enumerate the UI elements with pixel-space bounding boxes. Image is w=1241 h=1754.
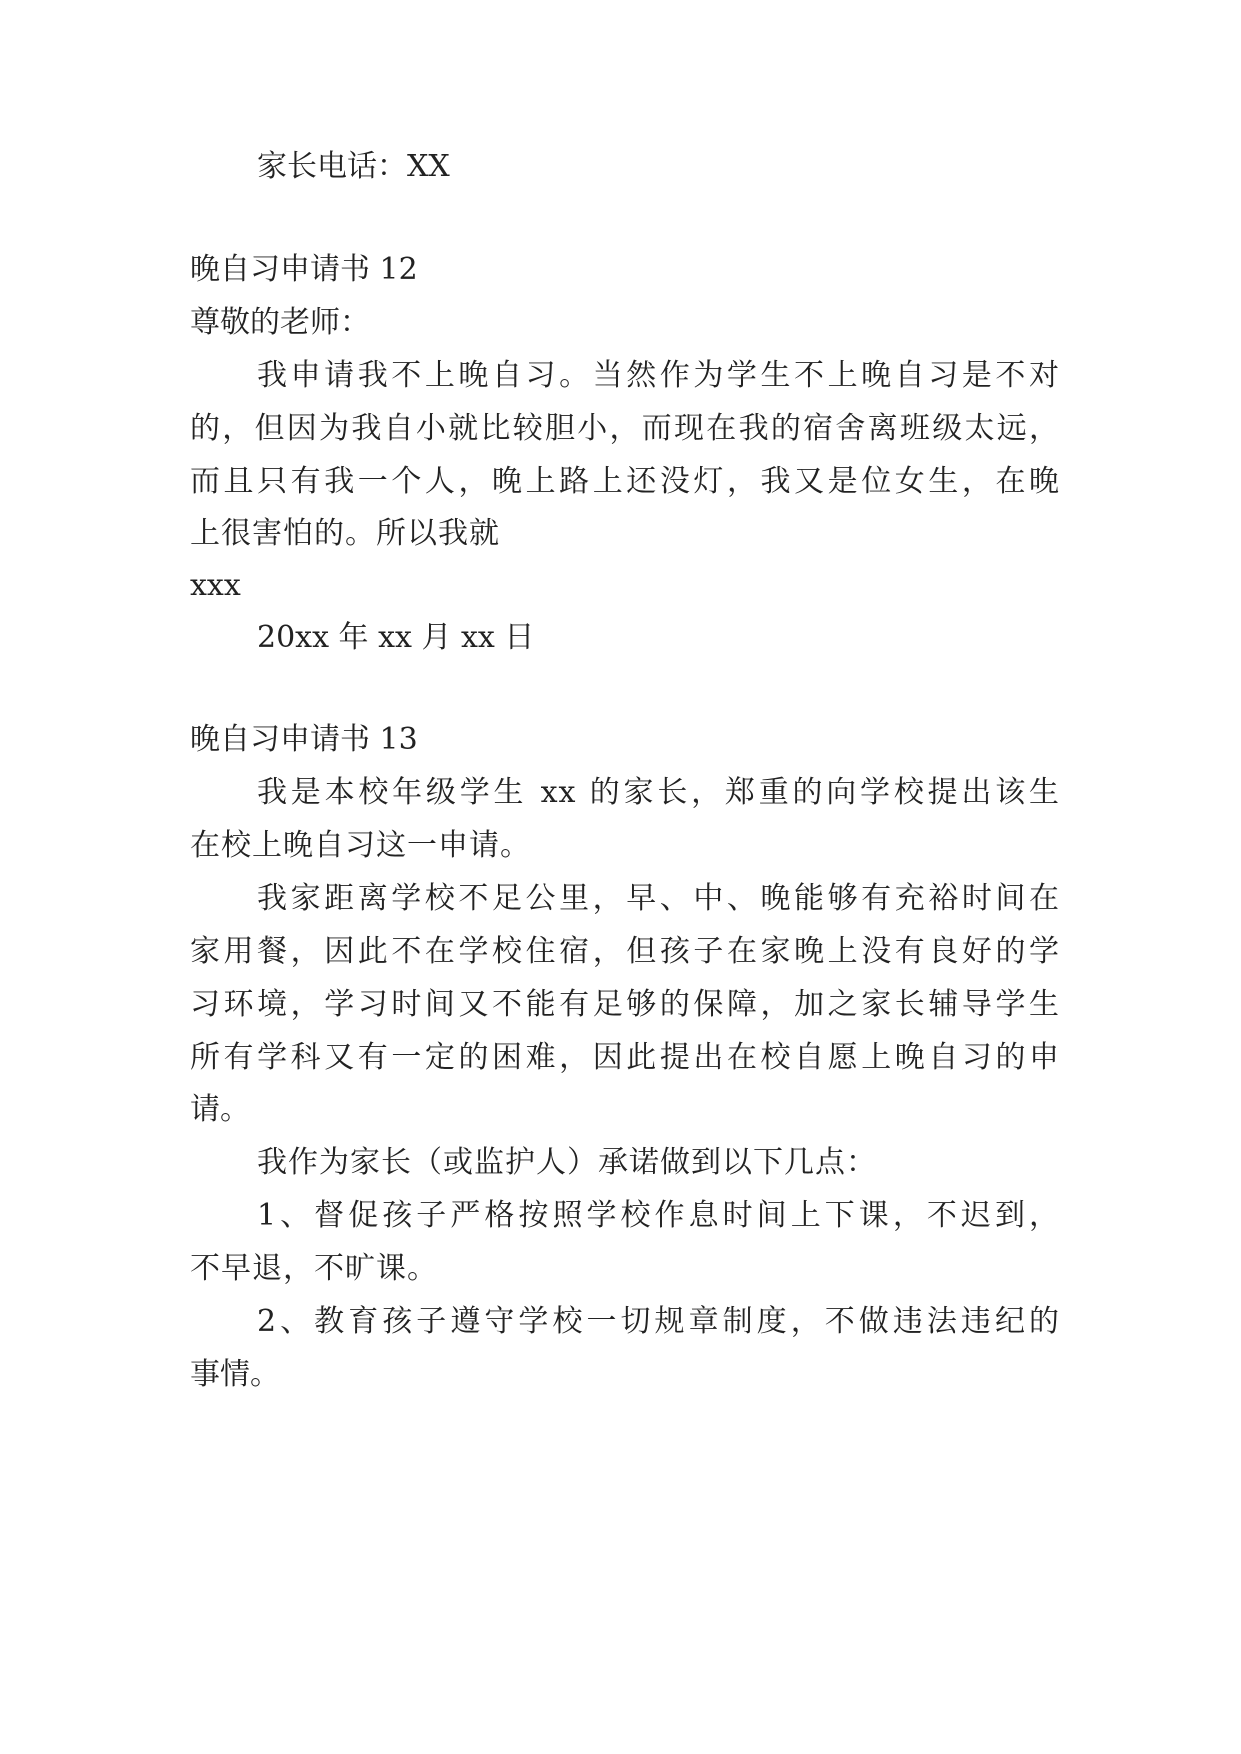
paragraph-line: 我家距离学校不足公里，早、中、晚能够有充裕时间在 <box>257 881 1060 916</box>
section-title-12: 晚自习申请书 12 <box>190 252 418 287</box>
paragraph-line: 上很害怕的。所以我就 <box>190 516 500 551</box>
signature: xxx <box>190 568 241 603</box>
list-item-1: 1、督促孩子严格按照学校作息时间上下课，不迟到， <box>257 1198 1060 1233</box>
parent-phone: 家长电话：XX <box>257 149 450 184</box>
date: 20xx 年 xx 月 xx 日 <box>257 620 535 655</box>
paragraph-line: 请。 <box>190 1092 250 1127</box>
paragraph-line: 的，但因为我自小就比较胆小，而现在我的宿舍离班级太远， <box>190 411 1060 446</box>
list-item-2-cont: 事情。 <box>190 1357 280 1392</box>
paragraph-line: 我作为家长（或监护人）承诺做到以下几点： <box>257 1145 877 1180</box>
paragraph-line: 我是本校年级学生 xx 的家长，郑重的向学校提出该生 <box>257 775 1060 810</box>
paragraph-line: 在校上晚自习这一申请。 <box>190 828 531 863</box>
paragraph-line: 家用餐，因此不在学校住宿，但孩子在家晚上没有良好的学 <box>190 934 1060 969</box>
paragraph-line: 我申请我不上晚自习。当然作为学生不上晚自习是不对 <box>257 358 1060 393</box>
list-item-1-cont: 不早退，不旷课。 <box>190 1251 438 1286</box>
list-item-2: 2、教育孩子遵守学校一切规章制度，不做违法违纪的 <box>257 1304 1060 1339</box>
section-title-13: 晚自习申请书 13 <box>190 722 418 757</box>
paragraph-line: 所有学科又有一定的困难，因此提出在校自愿上晚自习的申 <box>190 1040 1060 1075</box>
paragraph-line: 习环境，学习时间又不能有足够的保障，加之家长辅导学生 <box>190 987 1060 1022</box>
salutation: 尊敬的老师： <box>190 305 370 340</box>
paragraph-line: 而且只有我一个人，晚上路上还没灯，我又是位女生，在晚 <box>190 464 1060 499</box>
